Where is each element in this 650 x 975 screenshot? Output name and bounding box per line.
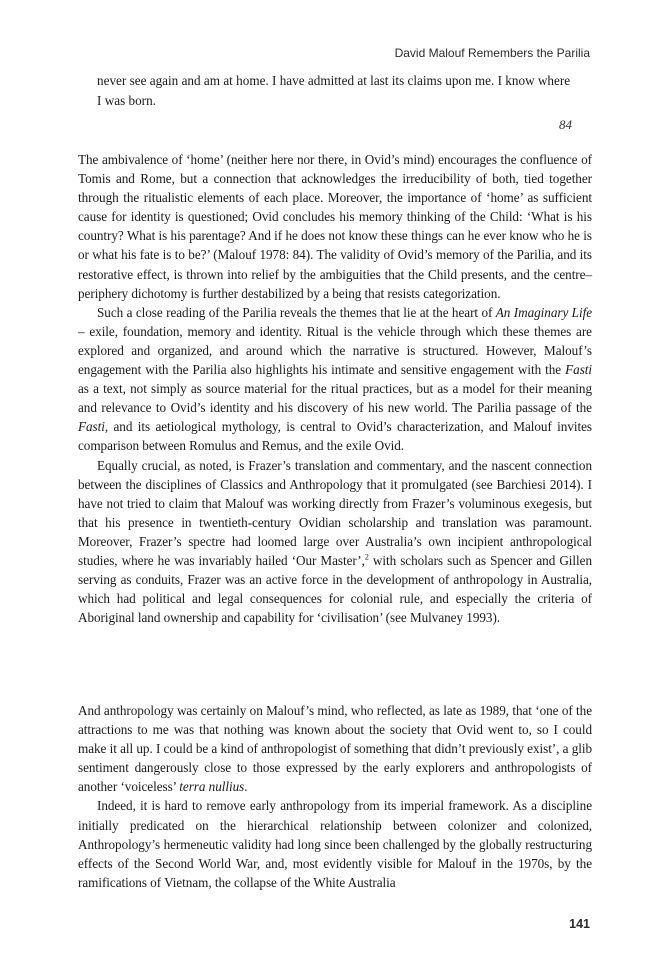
term-terra-nullius: terra nullius xyxy=(179,779,245,795)
book-title-fasti: Fasti xyxy=(565,362,592,378)
paragraph-2 xyxy=(78,303,592,456)
page-number: 141 xyxy=(569,917,590,931)
paragraph-2-text-a: Such a close reading of the Parilia reveals the themes that lie at the heart of xyxy=(97,304,496,320)
paragraph-4-text-a: And anthropology was certainly on Malouf’s mind, who reflected, as late as 1989, that ‘one of the attractions to me was that nothing was known about the society that Ovid went to, so I could make it all up. I could be a kind of anthropologist of something that didn’t previously exist’, a glib sentiment dangerously close to those expressed by the early explorers and anthropologists of another ‘voiceless’ xyxy=(78,703,593,795)
block-quote: never see again and am at home. I have admitted at last its claims upon me. I know where I was born. xyxy=(97,73,571,108)
quote-citation: 84 xyxy=(559,117,572,132)
body-text-upper xyxy=(78,150,592,627)
paragraph-4-text-b: . xyxy=(244,779,248,795)
body-text-lower xyxy=(78,701,592,892)
book-title-fasti: Fasti xyxy=(78,419,105,435)
paragraph-5: Indeed, it is hard to remove early anthropology from its imperial framework. As a discipline initially predicated on the hierarchical relationship between colonizer and colonized, Anthropology’s hermeneutic validity had long since been challenged by the globally restructuring effects of the Second World War, and, most evidently visible for Malouf in the 1970s, by the ramifications of Vietnam, the collapse of the White Australia xyxy=(78,798,592,890)
paragraph-3-text-a: Equally crucial, as noted, is Frazer’s translation and commentary, and the nascent connection between the disciplines of Classics and Anthropology that it promulgated (see Barchiesi 2014). I have not tried to claim that Malouf was working directly from Frazer’s voluminous exegesis, but that his presence in twentieth-century Ovidian scholarship and translation was paramount. Moreover, Frazer’s spectre had loomed large over Australia’s own incipient anthropological studies, where he was invariably hailed ‘Our Master’, xyxy=(78,457,592,568)
footnote-marker: 2 xyxy=(364,552,369,562)
paragraph-3-text-b: with scholars such as Spencer and Gillen serving as conduits, Frazer was an active force in the development of anthropology in Australia, which had political and legal consequences for colonial rule, and especially the criteria of Aboriginal land ownership and capability for ‘civilisation’ (see Mulvaney 1993). xyxy=(78,552,593,626)
paragraph-2-text-c: as a text, not simply as source material for the ritual practices, but as a model for their meaning and relevance to Ovid’s identity and his discovery of his new world. The Parilia passage of the xyxy=(78,381,592,416)
paragraph-3 xyxy=(78,456,592,628)
paragraph-2-text-b: – exile, foundation, memory and identity. Ritual is the vehicle through which these themes are explored and organized, and around which the narrative is structured. However, Malouf’s engagement with the Parilia also highlights his intimate and sensitive engagement with the xyxy=(78,323,592,378)
paragraph-4 xyxy=(78,701,592,796)
running-header: David Malouf Remembers the Parilia xyxy=(394,46,590,60)
paragraph-2-text-d: , and its aetiological mythology, is central to Ovid’s characterization, and Malouf invites comparison between Romulus and Remus, and the exile Ovid. xyxy=(78,419,592,454)
book-title-an-imaginary-life: An Imaginary Life xyxy=(495,304,592,320)
paragraph-1: The ambivalence of ‘home’ (neither here nor there, in Ovid’s mind) encourages the confluence of Tomis and Rome, but a connection that acknowledges the irreducibility of both, tied together through the ritualistic elements of each place. Moreover, the importance of ‘home’ as sufficient cause for identity is questioned; Ovid concludes his memory thinking of the Child: ‘What is his country? What is his parentage? And if he does not know these things can he ever know who he is or what his fate is to be?’ (Malouf 1978: 84). The validity of Ovid’s memory of the Parilia, and its restorative effect, is thrown into relief by the ambiguities that the Child presents, and the centre–periphery dichotomy is further destabilized by a being that resists categorization. xyxy=(78,152,592,301)
